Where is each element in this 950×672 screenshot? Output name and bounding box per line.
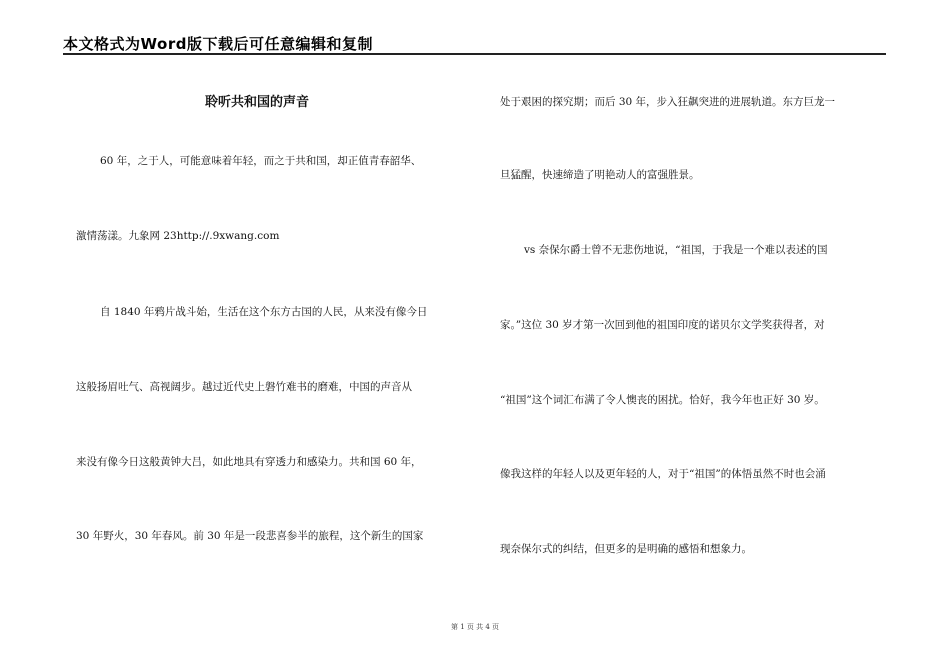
paragraph-line: 60 年，之于人，可能意味着年轻，而之于共和国，却正值青春韶华、 xyxy=(100,155,422,167)
paragraph-line: “祖国”这个词汇布满了令人懊丧的困扰。恰好，我今年也正好 30 岁。 xyxy=(500,394,825,406)
paragraph-line: 自 1840 年鸦片战斗始，生活在这个东方古国的人民，从来没有像今日 xyxy=(100,306,428,318)
paragraph-line: 现奈保尔式的纠结，但更多的是明确的感悟和想象力。 xyxy=(500,543,752,555)
paragraph-line: 30 年野火，30 年春风。前 30 年是一段悲喜参半的旅程，这个新生的国家 xyxy=(76,530,424,542)
paragraph-line: 来没有像今日这般黄钟大吕，如此地具有穿透力和感染力。共和国 60 年， xyxy=(76,456,422,468)
header-divider xyxy=(63,53,886,55)
paragraph-line: 激情荡漾。九象网 23http://.9xwang.com xyxy=(76,230,280,242)
document-title: 聆听共和国的声音 xyxy=(205,95,310,110)
paragraph-line: 家。”这位 30 岁才第一次回到他的祖国印度的诺贝尔文学奖获得者，对 xyxy=(500,319,825,331)
paragraph-line: 旦猛醒，快速缔造了明艳动人的富强胜景。 xyxy=(500,169,700,181)
paragraph-line: 这般扬眉吐气、高视阔步。越过近代史上磐竹难书的磨难，中国的声音从 xyxy=(76,381,412,393)
paragraph-line: 像我这样的年轻人以及更年轻的人，对于“祖国”的体悟虽然不时也会涌 xyxy=(500,468,826,480)
paragraph-line: 处于艰困的探究期；而后 30 年，步入狂飙突进的进展轨道。东方巨龙一 xyxy=(500,96,836,108)
page-number: 第 1 页 共 4 页 xyxy=(450,623,500,631)
header-banner: 本文格式为Word版下载后可任意编辑和复制 xyxy=(63,35,373,53)
paragraph-line: vs 奈保尔爵士曾不无悲伤地说，“祖国，于我是一个难以表述的国 xyxy=(524,244,828,256)
